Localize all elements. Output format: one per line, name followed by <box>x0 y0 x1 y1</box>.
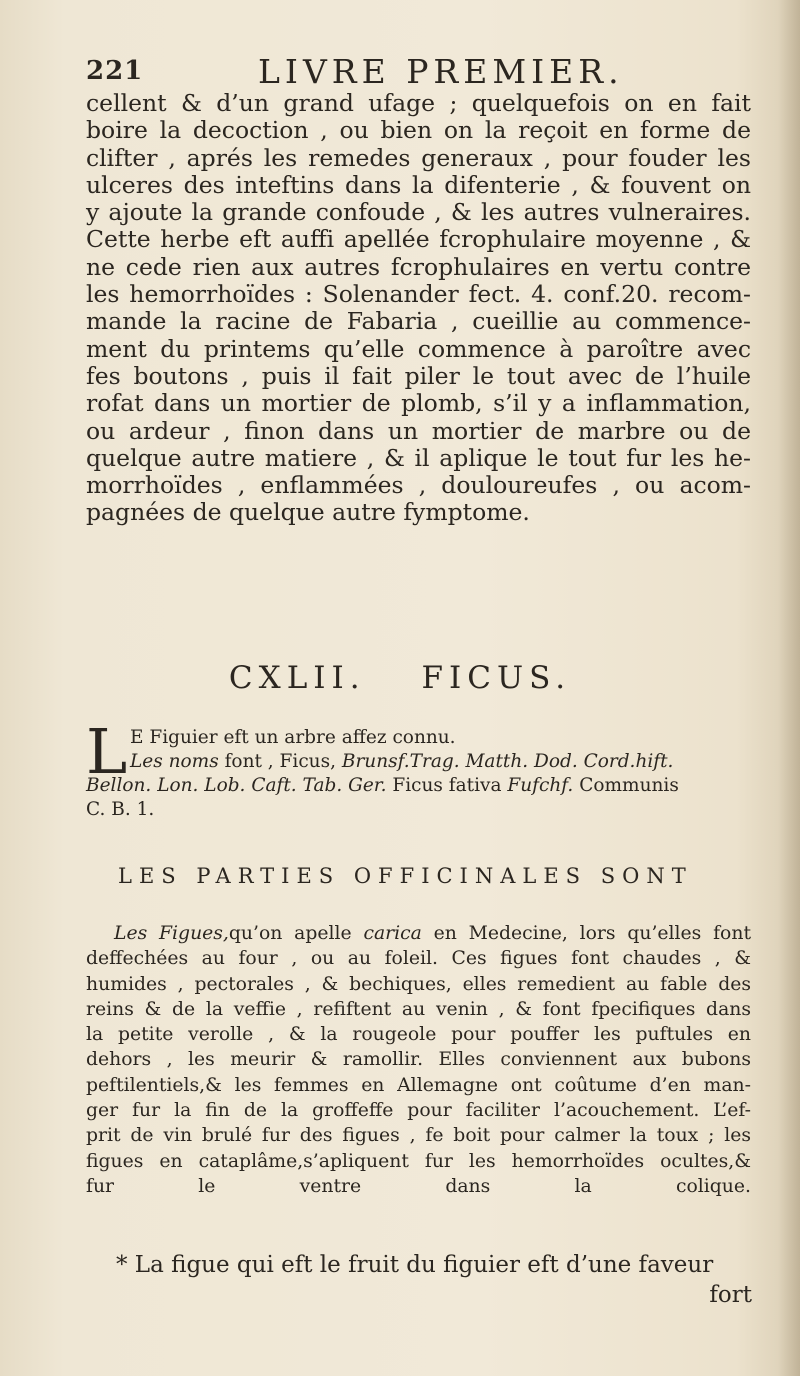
main-paragraph <box>86 90 751 527</box>
text-line: ger fur la fin de la groffeffe pour faciliter l’acouchement. L’ef- <box>86 1100 751 1122</box>
text-line <box>86 921 751 946</box>
text-line: cellent & d’un grand ufage ; quelquefois on en fait <box>86 89 751 117</box>
text-line: rofat dans un mortier de plomb, s’il y a inflammation, <box>86 389 751 418</box>
text-line: les hemorrhoïdes : Solenander fect. 4. conf.20. recom- <box>86 280 751 309</box>
entry-line: E Figuier eft un arbre affez connu. <box>130 727 456 748</box>
entry-text: Ficus fativa <box>386 775 508 796</box>
line-text: qu’on apelle <box>228 923 364 944</box>
text-line: figues en cataplâme,s’apliquent fur les hemorrhoïdes ocultes,& <box>86 1150 751 1172</box>
line-text: en Medecine, lors qu’elles font <box>421 923 751 944</box>
text-line: deffechées au four , ou au foleil. Ces figues font chaudes , & <box>86 948 751 970</box>
text-line: ou ardeur , finon dans un mortier de marbre ou de <box>86 416 751 445</box>
text-line: prit de vin brulé fur des figues , fe boit pour calmer la toux ; les <box>86 1125 751 1147</box>
text-line: mande la racine de Fabaria , cueillie au commence- <box>86 307 751 336</box>
entry-line <box>86 774 751 798</box>
entry-block <box>86 715 751 822</box>
text-line: pagnées de quelque autre fymptome. <box>86 498 530 527</box>
officinal-parts-heading: LES PARTIES OFFICINALES SONT <box>118 864 693 888</box>
text-line: reins & de la veffie , refiftent au venin , & font fpecifiques dans <box>86 998 751 1020</box>
text-line: ment du printems qu’elle commence à paroître avec <box>86 334 751 363</box>
footnote <box>86 1250 751 1280</box>
text-line: fes boutons , puis il fait piler le tout avec de l’huile <box>86 361 751 390</box>
text-line: ulceres des inteftins dans la difenterie , & fouvent on <box>86 170 751 199</box>
running-title: LIVRE PREMIER. <box>258 52 624 91</box>
text-line: fur le ventre dans la colique. <box>86 1175 751 1197</box>
entry-line <box>86 750 751 774</box>
authors-italic: Fufchf. <box>507 775 574 796</box>
page-header <box>86 52 746 92</box>
page-number: 221 <box>86 56 144 86</box>
text-line: dehors , les meurir & ramollir. Elles conviennent aux bubons <box>86 1049 751 1071</box>
authors-italic: Brunsf.Trag. Matth. Dod. Cord.hift. <box>341 751 674 772</box>
section-title: FICUS. <box>421 660 572 696</box>
catchword: fort <box>709 1282 752 1308</box>
section-number: CXLII. <box>228 660 366 696</box>
entry-line: C. B. 1. <box>86 799 155 820</box>
label-italic: Les noms <box>130 751 219 772</box>
section-heading <box>0 660 800 696</box>
entry-text: Communis <box>573 775 679 796</box>
text-line: morrhoïdes , enflammées , douloureufes , ou acom- <box>86 471 751 500</box>
term-italic: Les Figues, <box>114 923 229 944</box>
figs-paragraph <box>86 921 751 1199</box>
text-line: humides , pectorales , & bechiques, elles remedient au fable des <box>86 973 751 995</box>
text-line: peftilentiels,& les femmes en Allemagne ont coûtume d’en man- <box>86 1074 751 1096</box>
text-line: y ajoute la grande confoude , & les autres vulneraires. <box>86 198 751 227</box>
text-line: boire la decoction , ou bien on la reçoit en forme de <box>86 116 751 145</box>
footnote-text: * La figue qui eft le fruit du figuier eft d’une faveur <box>116 1252 714 1278</box>
text-line: la petite verolle , & la rougeole pour pouffer les puftules en <box>86 1024 751 1046</box>
text-line: ne cede rien aux autres fcrophulaires en vertu contre <box>86 252 751 281</box>
term-italic: carica <box>363 923 422 944</box>
text-line: Cette herbe eft auffi apellée fcrophulaire moyenne , & <box>86 225 751 254</box>
entry-text: font , Ficus, <box>218 751 342 772</box>
text-line: clifter , aprés les remedes generaux , pour fouder les <box>86 143 751 172</box>
text-line: quelque autre matiere , & il aplique le tout fur les he- <box>86 443 751 472</box>
authors-italic: Bellon. Lon. Lob. Caft. Tab. Ger. <box>86 775 387 796</box>
drop-cap: L <box>86 715 128 788</box>
